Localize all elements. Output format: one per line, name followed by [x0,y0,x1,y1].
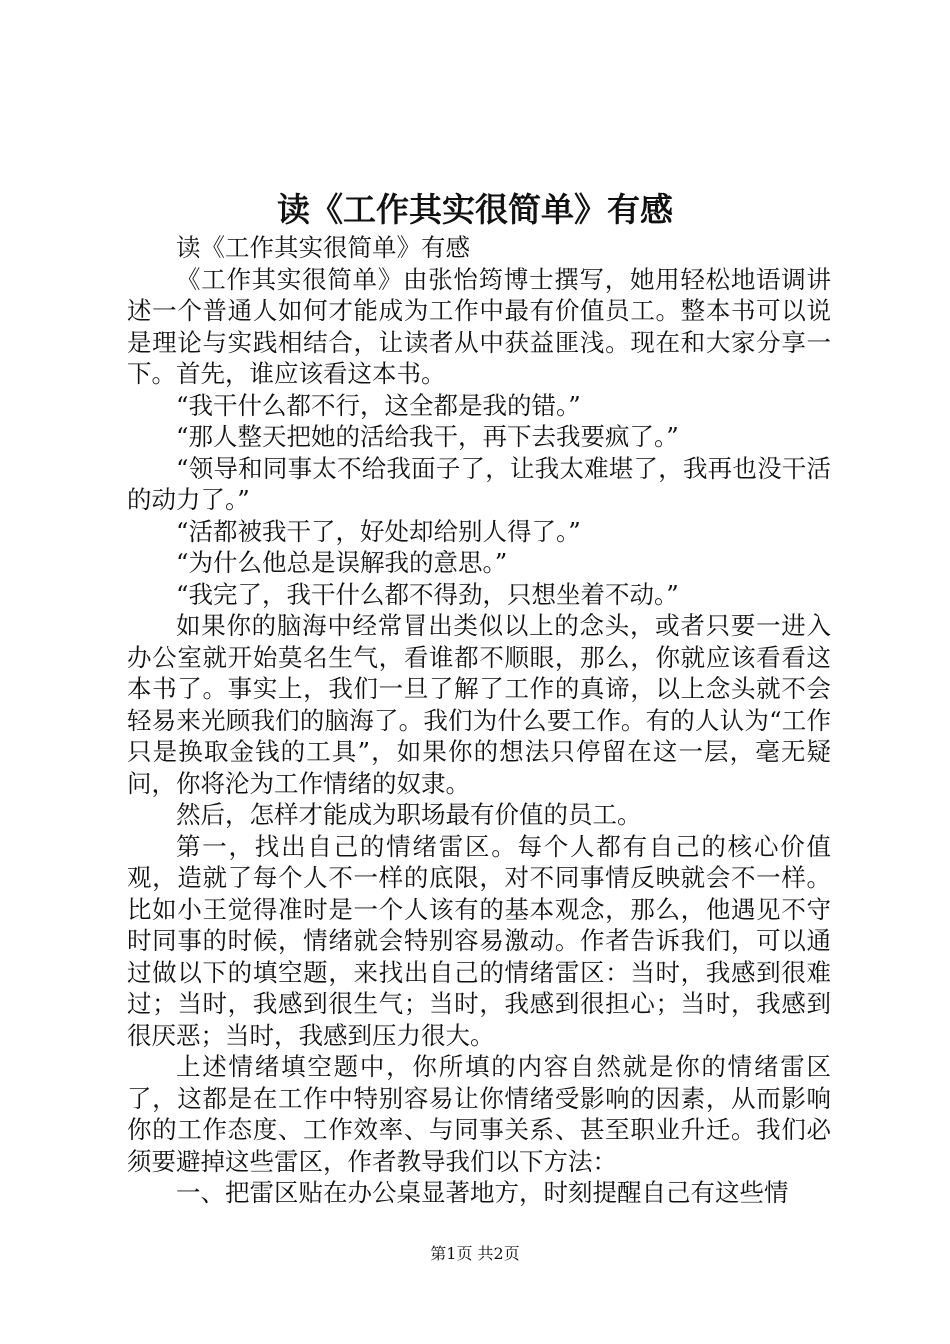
paragraph-quote-2: “那人整天把她的活给我干，再下去我要疯了。” [176,422,679,451]
paragraph-quote-3: “领导和同事太不给我面子了，让我太难堪了，我再也没干活的动力了。” [127,453,831,514]
paragraph-emotion-zones: 上述情绪填空题中，你所填的内容自然就是你的情绪雷区了，这都是在工作中特别容易让你情绪受影响的因素，从而影响你的工作态度、工作效率、与同事关系、甚至职业升迁。我们必须要避掉这些雷区，作者教导我们以下方法： [127,1052,831,1176]
paragraph-subtitle: 读《工作其实很简单》有感 [176,233,470,262]
paragraph-quote-4: “活都被我干了，好处却给别人得了。” [176,516,581,546]
paragraph-quote-6: “我完了，我干什么都不得劲，只想坐着不动。” [176,579,679,609]
paragraph-quote-1: “我干什么都不行，这全都是我的错。” [176,390,581,420]
paragraph-question: 然后，怎样才能成为职场最有价值的员工。 [176,800,642,829]
paragraph-first-point: 第一，找出自己的情绪雷区。每个人都有自己的核心价值观，造就了每个人不一样的底限，对不同事情反映就会不一样。比如小王觉得准时是一个人该有的基本观念，那么，他遇见不守时同事的时候，情绪就会特别容易激动。作者告诉我们，可以通过做以下的填空题，来找出自己的情绪雷区：当时，我感到很难过；当时，我感到很生气；当时，我感到很担心；当时，我感到很厌恶；当时，我感到压力很大。 [127,831,831,1050]
page-number-footer: 第1页 共2页 [430,1244,520,1263]
paragraph-quote-5: “为什么他总是误解我的意思。” [176,548,508,577]
paragraph-reflection: 如果你的脑海中经常冒出类似以上的念头，或者只要一进入办公室就开始莫名生气，看谁都不顺眼，那么，你就应该看看这本书了。事实上，我们一旦了解了工作的真谛，以上念头就不会轻易来光顾我们的脑海了。我们为什么要工作。有的人认为“工作只是换取金钱的工具”，如果你的想法只停留在这一层，毫无疑问，你将沦为工作情绪的奴隶。 [127,611,831,798]
paragraph-method-one: 一、把雷区贴在办公桌显著地方，时刻提醒自己有这些情 [176,1178,789,1207]
document-title: 读《工作其实很简单》有感 [277,190,673,229]
paragraph-intro: 《工作其实很简单》由张怡筠博士撰写，她用轻松地语调讲述一个普通人如何才能成为工作中最有价值员工。整本书可以说是理论与实践相结合，让读者从中获益匪浅。现在和大家分享一下。首先，谁应该看这本书。 [127,264,831,388]
document-body [127,232,831,1209]
